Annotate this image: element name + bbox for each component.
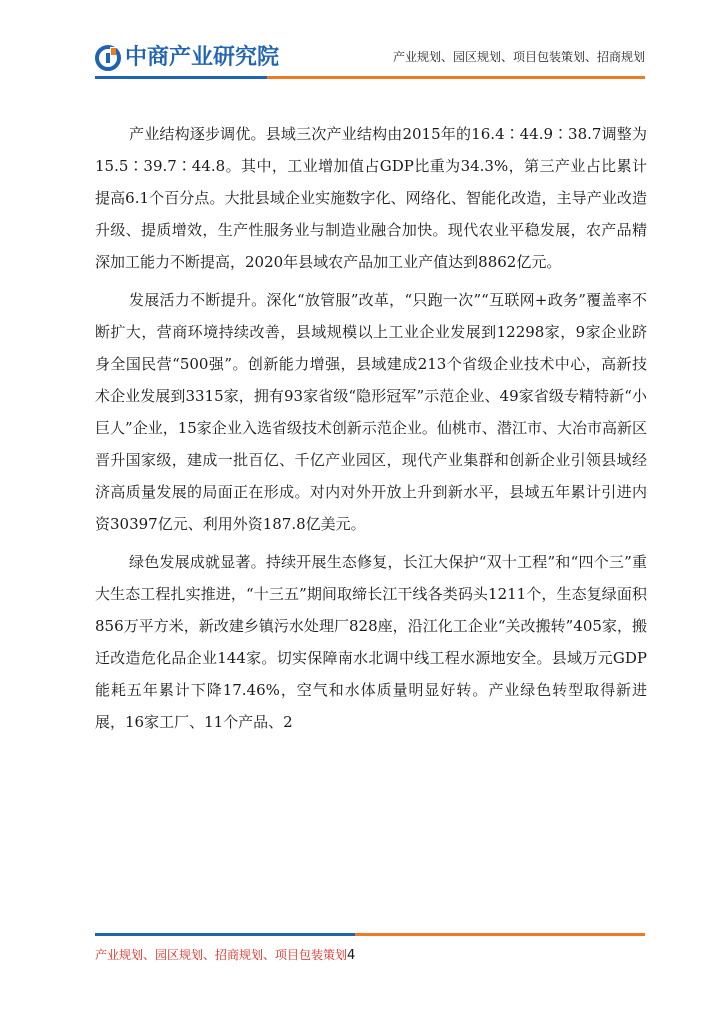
paragraph-industrial-structure: 产业结构逐步调优。县域三次产业结构由2015年的16.4∶44.9∶38.7调整为15.5∶39.7∶44.8。其中，工业增加值占GDP比重为34.3%，第三产业占比累计提高6.1个百分点。大批县域企业实施数字化、网络化、智能化改造，主导产业改造升级、提质增效，生产性服务业与制造业融合加快。现代农业平稳发展，农产品精深加工能力不断提高，2020年县域农产品加工业产值达到8862亿元。 bbox=[95, 125, 647, 271]
document-body bbox=[95, 118, 647, 744]
paragraph-development-vitality: 发展活力不断提升。深化“放管服”改革，“只跑一次”“互联网+政务”覆盖率不断扩大，营商环境持续改善，县域规模以上工业企业发展到12298家，9家企业跻身全国民营“500强”。创新能力增强，县域建成213个省级企业技术中心，高新技术企业发展到3315家，拥有93家省级“隐形冠军”示范企业、49家省级专精特新“小巨人”企业，15家企业入选省级技术创新示范企业。仙桃市、潜江市、大冶市高新区晋升国家级，建成一批百亿、千亿产业园区，现代产业集群和创新企业引领县域经济高质量发展的局面正在形成。对内对外开放上升到新水平，县域五年累计引进内资30397亿元、利用外资187.8亿美元。 bbox=[95, 291, 647, 533]
logo-mark-icon bbox=[95, 45, 121, 71]
header-divider-blue bbox=[95, 76, 267, 79]
page-header bbox=[0, 0, 724, 90]
logo bbox=[95, 44, 279, 72]
page-footer bbox=[95, 946, 355, 963]
header-divider-orange bbox=[267, 76, 645, 79]
page-number: 4 bbox=[347, 948, 356, 963]
logo-text: 中商产业研究院 bbox=[125, 45, 280, 70]
paragraph-green-development: 绿色发展成就显著。持续开展生态修复，长江大保护“双十工程”和“四个三”重大生态工程扎实推进，“十三五”期间取缔长江干线各类码头1211个，生态复绿面积856万平方米，新改建乡镇污水处理厂828座，沿江化工企业“关改搬转”405家，搬迁改造危化品企业144家。切实保障南水北调中线工程水源地安全。县域万元GDP能耗五年累计下降17.46%，空气和水体质量明显好转。产业绿色转型取得新进展，16家工厂、11个产品、2 bbox=[95, 553, 647, 731]
header-tagline: 产业规划、园区规划、项目包装策划、招商规划 bbox=[392, 50, 645, 64]
footer-text: 产业规划、园区规划、招商规划、项目包装策划 bbox=[95, 948, 348, 962]
footer-divider-orange bbox=[355, 933, 645, 936]
footer-divider-blue bbox=[95, 933, 355, 936]
